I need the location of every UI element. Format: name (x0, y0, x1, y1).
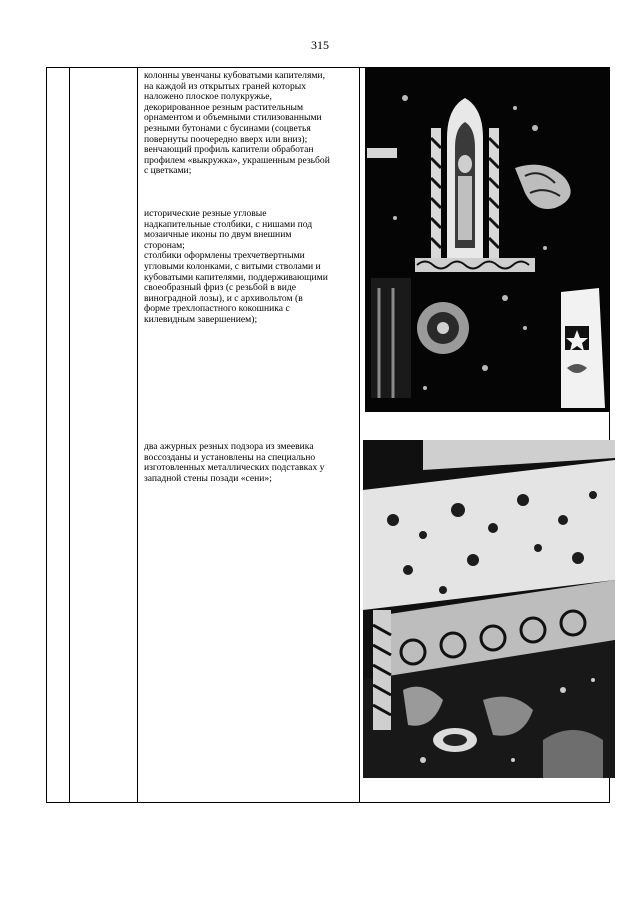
photo-carved-columns-image (365, 68, 609, 412)
document-table (46, 67, 610, 803)
column-divider-3 (359, 68, 360, 802)
column-divider-1 (69, 68, 70, 802)
column-divider-2 (137, 68, 138, 802)
photo-carved-columns (365, 68, 609, 412)
photo-carved-valances (363, 440, 615, 778)
page-number: 315 (311, 38, 329, 52)
description-text-block-2: исторические резные угловые надкапительные столбики, с нишами под мозаичные иконы по двум внешним сторонам; столбики оформлены трехчетвертными угловыми колонками, с витыми стволами и кубоватыми капителями, поддерживающими своеобразный фриз (с резьбой в виде виноградной лозы), и с архивольтом (в форме трехлопастного кокошника с килевидным завершением); (144, 208, 328, 325)
description-text-block-1: колонны увенчаны кубоватыми капителями, на каждой из открытых граней которых наложено плоское полукружье, декорированное резным растительным орнаментом и объемными стилизованными резными бутонами с бусинами (соцветья повернуты поочередно вверх или вниз); венчающий профиль капители обработан профилем «выкружка», украшенным резьбой с цветками; (144, 70, 330, 177)
photo-carved-valances-image (363, 440, 615, 778)
description-text-block-3: два ажурных резных подзора из змеевика воссозданы и установлены на специально изготовленных металлических подставках у западной стены позади «сени»; (144, 441, 325, 484)
